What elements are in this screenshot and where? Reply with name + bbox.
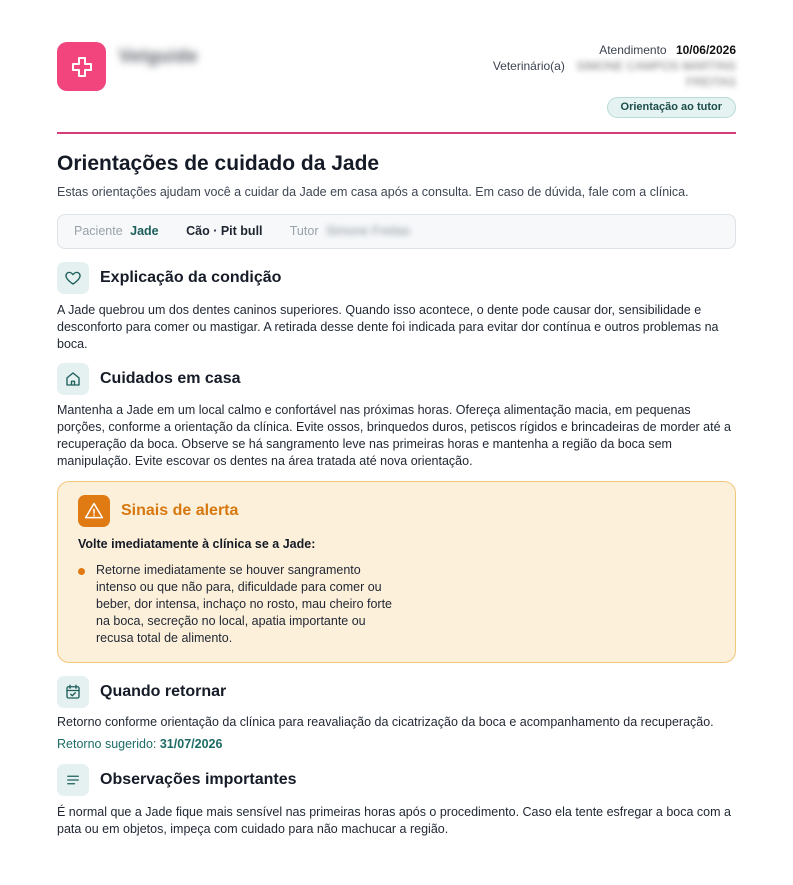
section-notes-text: É normal que a Jade fique mais sensível nas primeiras horas após o procedimento. Caso ela tente esfregar a boca com a pata ou em objetos, impeça com cuidado para não machucar a região. [57, 805, 731, 836]
alert-title: Sinais de alerta [121, 502, 239, 519]
alert-lead: Volte imediatamente à clínica se a Jade: [78, 537, 316, 551]
alert-signs-card [57, 481, 736, 663]
section-condition-text: A Jade quebrou um dos dentes caninos superiores. Quando isso acontece, o dente pode causar dor, sensibilidade e desconforto para comer ou mastigar. A retirada desse dente foi indicada para evitar dor contínua e outros problemas na boca. [57, 303, 719, 351]
section-return-title: Quando retornar [100, 683, 227, 700]
page-title: Orientações de cuidado da Jade [57, 152, 380, 175]
section-home-care-header [57, 363, 241, 395]
tutor-name: Simone Freitas [325, 224, 411, 238]
alert-item: Retorne imediatamente se houver sangramento intenso ou que não para, dificuldade para comer ou beber, dor intensa, inchaço no rosto, mau cheiro forte na boca, secreção no local, apatia importante ou recusa total de alimento. [96, 563, 393, 645]
appointment-date: 10/06/2026 [675, 43, 736, 57]
section-return-header [57, 676, 226, 708]
section-home-care-text: Mantenha a Jade em um local calmo e confortável nas próximas horas. Ofereça alimentação macia, em pequenas porções, conforme a orientação da clínica. Evite ossos, brinquedos duros, petiscos rígidos e brincadeiras de morder até a recuperação da boca. Observe se há sangramento leve nas primeiras horas e mantenha a região da boca sem manipulação. Evite escovar os dentes na área tratada até nova orientação. [57, 403, 731, 468]
patient-species: Cão · Pit bull [186, 224, 263, 238]
vet-name-continued: FREITAS [686, 75, 736, 89]
patient-label: Paciente [74, 224, 123, 238]
section-return-text: Retorno conforme orientação da clínica para reavaliação da cicatrização da boca e acompanhamento da recuperação. [57, 715, 714, 729]
section-condition-title: Explicação da condição [100, 269, 282, 286]
header [57, 0, 736, 134]
calendar-check-icon [57, 676, 89, 708]
patient-info-bar [57, 214, 736, 249]
suggested-return [57, 737, 222, 751]
section-notes-title: Observações importantes [100, 771, 297, 788]
suggested-return-label: Retorno sugerido: [57, 737, 157, 751]
tutor-label: Tutor [289, 224, 319, 238]
bullet-dot-icon [78, 568, 85, 575]
section-home-care-title: Cuidados em casa [100, 370, 241, 387]
appointment-meta [493, 42, 736, 90]
heart-icon [57, 262, 89, 294]
vet-name: SIMONE CAMPOS MARTINS [576, 59, 736, 73]
section-condition-header [57, 262, 281, 294]
notes-lines-icon [57, 764, 89, 796]
document [57, 0, 736, 836]
clinic-logo [57, 42, 106, 91]
page-subtitle: Estas orientações ajudam você a cuidar da Jade em casa após a consulta. Em caso de dúvida, fale com a clínica. [57, 185, 689, 199]
section-notes-header [57, 764, 297, 796]
patient-name: Jade [130, 224, 159, 238]
home-icon [57, 363, 89, 395]
suggested-return-date: 31/07/2026 [159, 737, 223, 751]
audience-badge: Orientação ao tutor [607, 97, 736, 118]
vet-label: Veterinário(a) [492, 59, 565, 73]
brand-name: Vetguide [119, 46, 199, 66]
warning-icon [78, 495, 110, 527]
appointment-label: Atendimento [599, 43, 667, 57]
medical-cross-icon [70, 55, 94, 79]
